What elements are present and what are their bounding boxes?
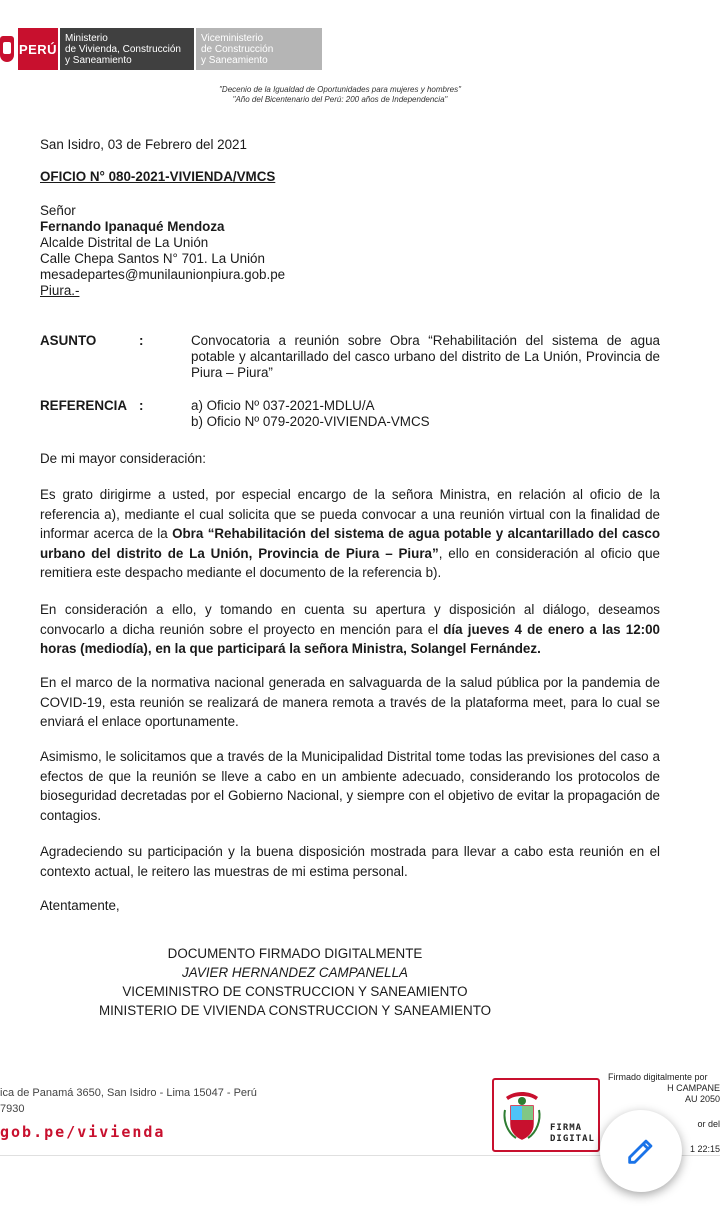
sig-info-line: Firmado digitalmente por (608, 1072, 708, 1082)
letterhead (0, 28, 322, 70)
seal-line: FIRMA (550, 1123, 583, 1133)
asunto-text: Convocatoria a reunión sobre Obra “Rehabilitación del sistema de agua potable y alcantarillado del casco urbano del distrito de La Unión, Provincia de Piura – Piura” (191, 333, 660, 380)
ministry-line: de Vivienda, Construcción (65, 44, 181, 55)
paragraph-2 (40, 600, 660, 659)
paragraph-4: Asimismo, le solicitamos que a través de la Municipalidad Distrital tome todas las previsiones del caso a efectos de que la reunión se lleve a cabo en un ambiente adecuado, considerando los protocolos de bioseguridad decretadas por el Gobierno Nacional, y siempre con el objetivo de evitar la propagación de contagios. (40, 749, 660, 823)
recipient-name: Fernando Ipanaqué Mendoza (40, 219, 225, 234)
signature-block (60, 944, 530, 1020)
asunto-colon: : (139, 333, 144, 348)
recipient-block (40, 203, 285, 299)
seal-text (550, 1123, 595, 1145)
text-run: , ello en consideración al oficio que remitiera este despacho mediante el documento de la referencia b). (40, 545, 660, 580)
footer-website: gob.pe/vivienda (0, 1123, 166, 1141)
bold-run: día jueves 4 de enero a las 12:00 horas (mediodía), en la que participará la señora Ministra, Solangel Fernández. (40, 621, 660, 656)
sig-info-line: or del (697, 1119, 720, 1129)
salutation: De mi mayor consideración: (40, 451, 206, 466)
viceministry-line: y Saneamiento (201, 55, 268, 66)
ministry-line: Ministerio (65, 33, 108, 44)
footer-phone: 7930 (0, 1103, 25, 1115)
sig-info-line: H CAMPANE (667, 1083, 720, 1093)
signature-line: DOCUMENTO FIRMADO DIGITALMENTE (167, 946, 423, 961)
viceministry-line: Viceministerio (201, 33, 264, 44)
paragraph-1 (40, 485, 660, 583)
ministry-block (60, 28, 194, 70)
digital-signature-seal (492, 1078, 600, 1152)
recipient-address: Calle Chepa Santos N° 701. La Unión (40, 251, 265, 266)
peru-label: PERÚ (18, 28, 58, 70)
referencia-list (191, 398, 430, 430)
text-run: En consideración a ello, y tomando en cuenta su apertura y disposición al diálogo, deseamos convocarlo a dicha reunión sobre el proyecto en mención para el (40, 602, 660, 637)
closing: Atentamente, (40, 898, 120, 913)
seal-line: DIGITAL (550, 1134, 595, 1144)
decenio-line: "Decenio de la Igualdad de Oportunidades para mujeres y hombres" (219, 85, 461, 94)
signer-name: JAVIER HERNANDEZ CAMPANELLA (182, 965, 408, 980)
edit-fab-button[interactable] (600, 1110, 682, 1192)
recipient-email: mesadepartes@munilaunionpiura.gob.pe (40, 267, 286, 282)
sig-info-line: 1 22:15 (689, 1144, 720, 1154)
referencia-item: b) Oficio Nº 079-2020-VIVIENDA-VMCS (191, 414, 430, 429)
recipient-salutation: Señor (40, 203, 76, 218)
footer-address-line: ica de Panamá 3650, San Isidro - Lima 15047 - Perú (0, 1087, 257, 1099)
referencia-label: REFERENCIA (40, 398, 128, 413)
decenio-banner (190, 85, 490, 105)
bold-run: Obra “Rehabilitación del sistema de agua potable y alcantarillado del casco urbano del distrito de La Unión, Provincia de Piura – Piura” (40, 526, 660, 561)
sig-info-line: AU 2050 (684, 1094, 720, 1104)
viceministry-line: de Construcción (201, 44, 274, 55)
paragraph-3: En el marco de la normativa nacional generada en salvaguarda de la salud pública por la pandemia de COVID-19, esta reunión se realizará de manera remota a través de la plataforma meet, para lo cual se enviará el enlace oportunamente. (40, 675, 660, 729)
signer-position: VICEMINISTRO DE CONSTRUCCION Y SANEAMIENTO (122, 984, 468, 999)
letter-date: San Isidro, 03 de Febrero del 2021 (40, 137, 247, 152)
footer-address (0, 1085, 257, 1117)
recipient-city: Piura.- (40, 283, 80, 298)
signer-institution: MINISTERIO DE VIVIENDA CONSTRUCCION Y SANEAMIENTO (98, 1003, 492, 1018)
referencia-colon: : (139, 398, 144, 413)
referencia-item: a) Oficio Nº 037-2021-MDLU/A (191, 398, 375, 413)
recipient-title: Alcalde Distrital de La Unión (40, 235, 209, 250)
paragraph-5: Agradeciendo su participación y la buena disposición mostrada para llevar a cabo esta reunión en el contexto actual, le reitero las muestras de mi estima personal. (40, 844, 660, 879)
oficio-number: OFICIO N° 080-2021-VIVIENDA/VMCS (40, 169, 276, 184)
pencil-edit-icon (624, 1134, 658, 1168)
viceministry-block (196, 28, 322, 70)
peru-coat-of-arms-icon (502, 1088, 542, 1144)
peru-crest-icon (0, 28, 16, 70)
asunto-label: ASUNTO (40, 333, 97, 348)
ministry-line: y Saneamiento (65, 55, 132, 66)
text-run: Es grato dirigirme a usted, por especial encargo de la señora Ministra, en relación al oficio de la referencia a), mediante el cual solicita que se pueda convocar a una reunión virtual con la finalidad de informar acerca de la (40, 487, 660, 541)
decenio-line: "Año del Bicentenario del Perú: 200 años de Independencia" (232, 95, 448, 104)
